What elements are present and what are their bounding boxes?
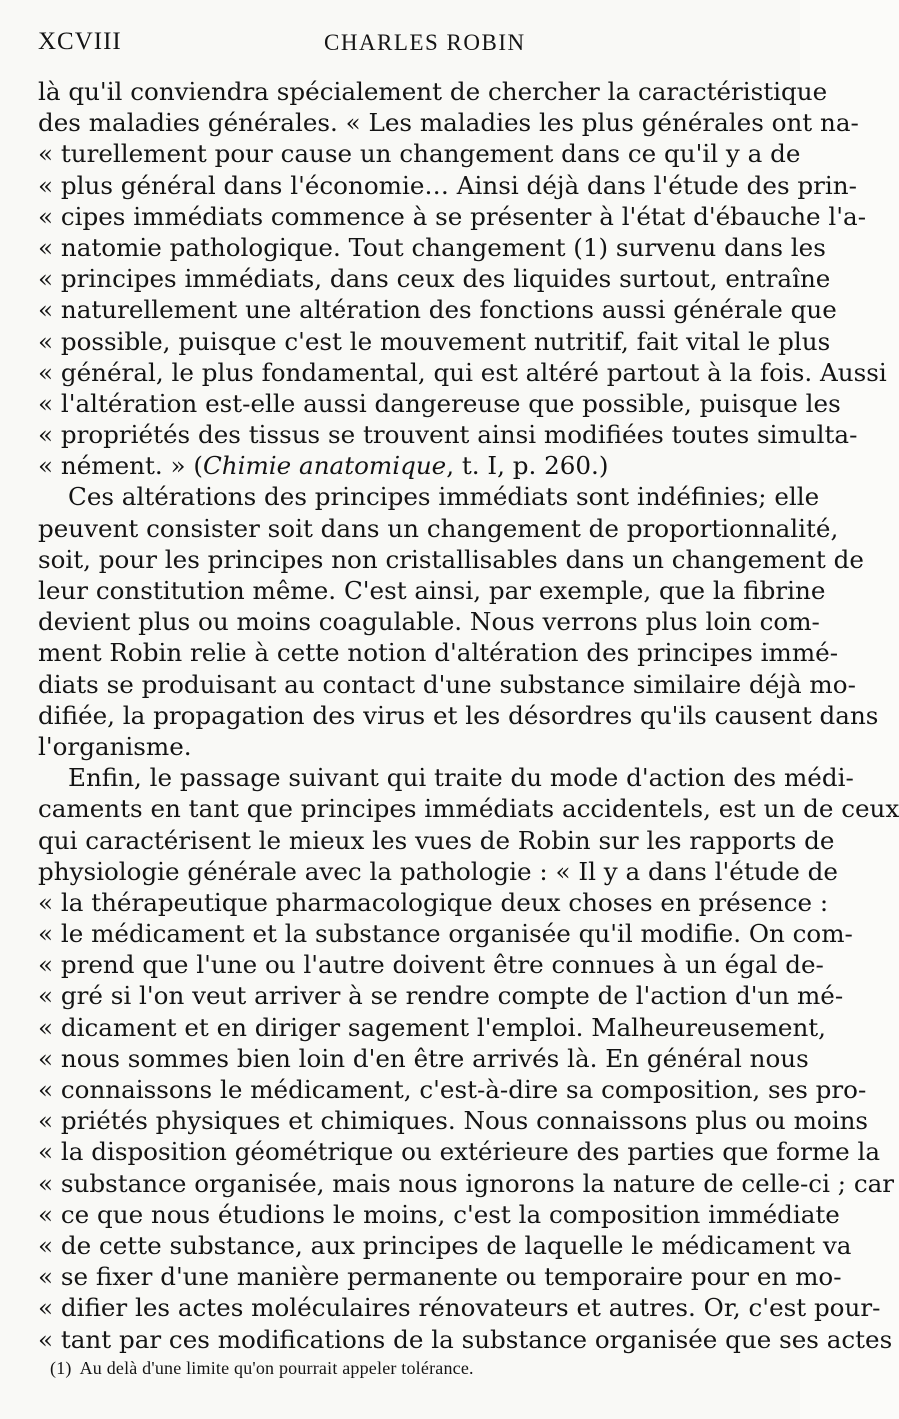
text-line: « de cette substance, aux principes de laquelle le médicament va xyxy=(38,1230,852,1260)
body-text xyxy=(38,76,899,1355)
text-line: « principes immédiats, dans ceux des liquides surtout, entraîne xyxy=(38,264,831,294)
text-line: « naturellement une altération des fonctions aussi générale que xyxy=(38,295,837,325)
running-head: CHARLES ROBIN xyxy=(324,30,526,55)
text-line: « nément. » (Chimie anatomique, t. I, p. 260.) xyxy=(38,451,609,481)
text-line: « se fixer d'une manière permanente ou temporaire pour en mo- xyxy=(38,1262,842,1292)
text-line: là qu'il conviendra spécialement de chercher la caractéristique xyxy=(38,77,828,106)
text-line: « tant par ces modifications de la substance organisée que ses actes xyxy=(38,1324,893,1354)
text-line: devient plus ou moins coagulable. Nous verrons plus loin com- xyxy=(38,607,820,637)
text-line: « turellement pour cause un changement dans ce qu'il y a de xyxy=(38,139,801,169)
footnote-text: Au delà d'une limite qu'on pourrait appeler tolérance. xyxy=(79,1358,474,1378)
footnote-marker: (1) xyxy=(50,1358,72,1378)
text-line: difiée, la propagation des virus et les désordres qu'ils causent dans xyxy=(38,700,879,730)
page-number: XCVIII xyxy=(38,28,122,55)
text-line: « natomie pathologique. Tout changement (1) survenu dans les xyxy=(38,232,826,262)
text-line: l'organisme. xyxy=(38,731,192,761)
text-line: des maladies générales. « Les maladies les plus générales ont na- xyxy=(38,108,859,138)
text-line: physiologie générale avec la pathologie : « Il y a dans l'étude de xyxy=(38,856,838,886)
text-line: « possible, puisque c'est le mouvement nutritif, fait vital le plus xyxy=(38,326,831,356)
text-line: « prend que l'une ou l'autre doivent être connues à un égal de- xyxy=(38,950,824,980)
text-line: « dicament et en diriger sagement l'emploi. Malheureusement, xyxy=(38,1012,826,1042)
text-line: « ce que nous étudions le moins, c'est la composition immédiate xyxy=(38,1199,840,1229)
text-line: peuvent consister soit dans un changement de proportionnalité, xyxy=(38,513,839,543)
text-line: Ces altérations des principes immédiats sont indéfinies; elle xyxy=(68,482,820,512)
text-line: « substance organisée, mais nous ignorons la nature de celle-ci ; car xyxy=(38,1168,895,1198)
footnote xyxy=(50,1358,474,1379)
text-line: « cipes immédiats commence à se présenter à l'état d'ébauche l'a- xyxy=(38,201,867,231)
text-line: « plus général dans l'économie… Ainsi déjà dans l'étude des prin- xyxy=(38,170,857,200)
text-line: « général, le plus fondamental, qui est altéré partout à la fois. Aussi xyxy=(38,357,887,387)
text-line: « la disposition géométrique ou extérieure des parties que forme la xyxy=(38,1137,881,1167)
text-line: caments en tant que principes immédiats accidentels, est un de ceux xyxy=(38,794,899,824)
text-line: « priétés physiques et chimiques. Nous connaissons plus ou moins xyxy=(38,1106,869,1136)
text-line: « nous sommes bien loin d'en être arrivés là. En général nous xyxy=(38,1043,809,1073)
text-line: « connaissons le médicament, c'est-à-dire sa composition, ses pro- xyxy=(38,1075,867,1104)
text-line: Enfin, le passage suivant qui traite du mode d'action des médi- xyxy=(68,763,854,793)
text-line: leur constitution même. C'est ainsi, par exemple, que la fibrine xyxy=(38,576,826,605)
text-line: ment Robin relie à cette notion d'altération des principes immé- xyxy=(38,638,839,668)
text-line: soit, pour les principes non cristallisables dans un changement de xyxy=(38,544,864,574)
page-header xyxy=(38,28,762,64)
text-line: qui caractérisent le mieux les vues de Robin sur les rapports de xyxy=(38,825,835,855)
text-line: « le médicament et la substance organisée qu'il modifie. On com- xyxy=(38,919,853,949)
text-line: « propriétés des tissus se trouvent ainsi modifiées toutes simulta- xyxy=(38,420,858,450)
text-line: diats se produisant au contact d'une substance similaire déjà mo- xyxy=(38,669,856,699)
text-line: « l'altération est-elle aussi dangereuse que possible, puisque les xyxy=(38,388,841,418)
text-line: « gré si l'on veut arriver à se rendre compte de l'action d'un mé- xyxy=(38,981,844,1011)
text-line: « difier les actes moléculaires rénovateurs et autres. Or, c'est pour- xyxy=(38,1293,881,1323)
text-line: « la thérapeutique pharmacologique deux choses en présence : xyxy=(38,887,829,917)
